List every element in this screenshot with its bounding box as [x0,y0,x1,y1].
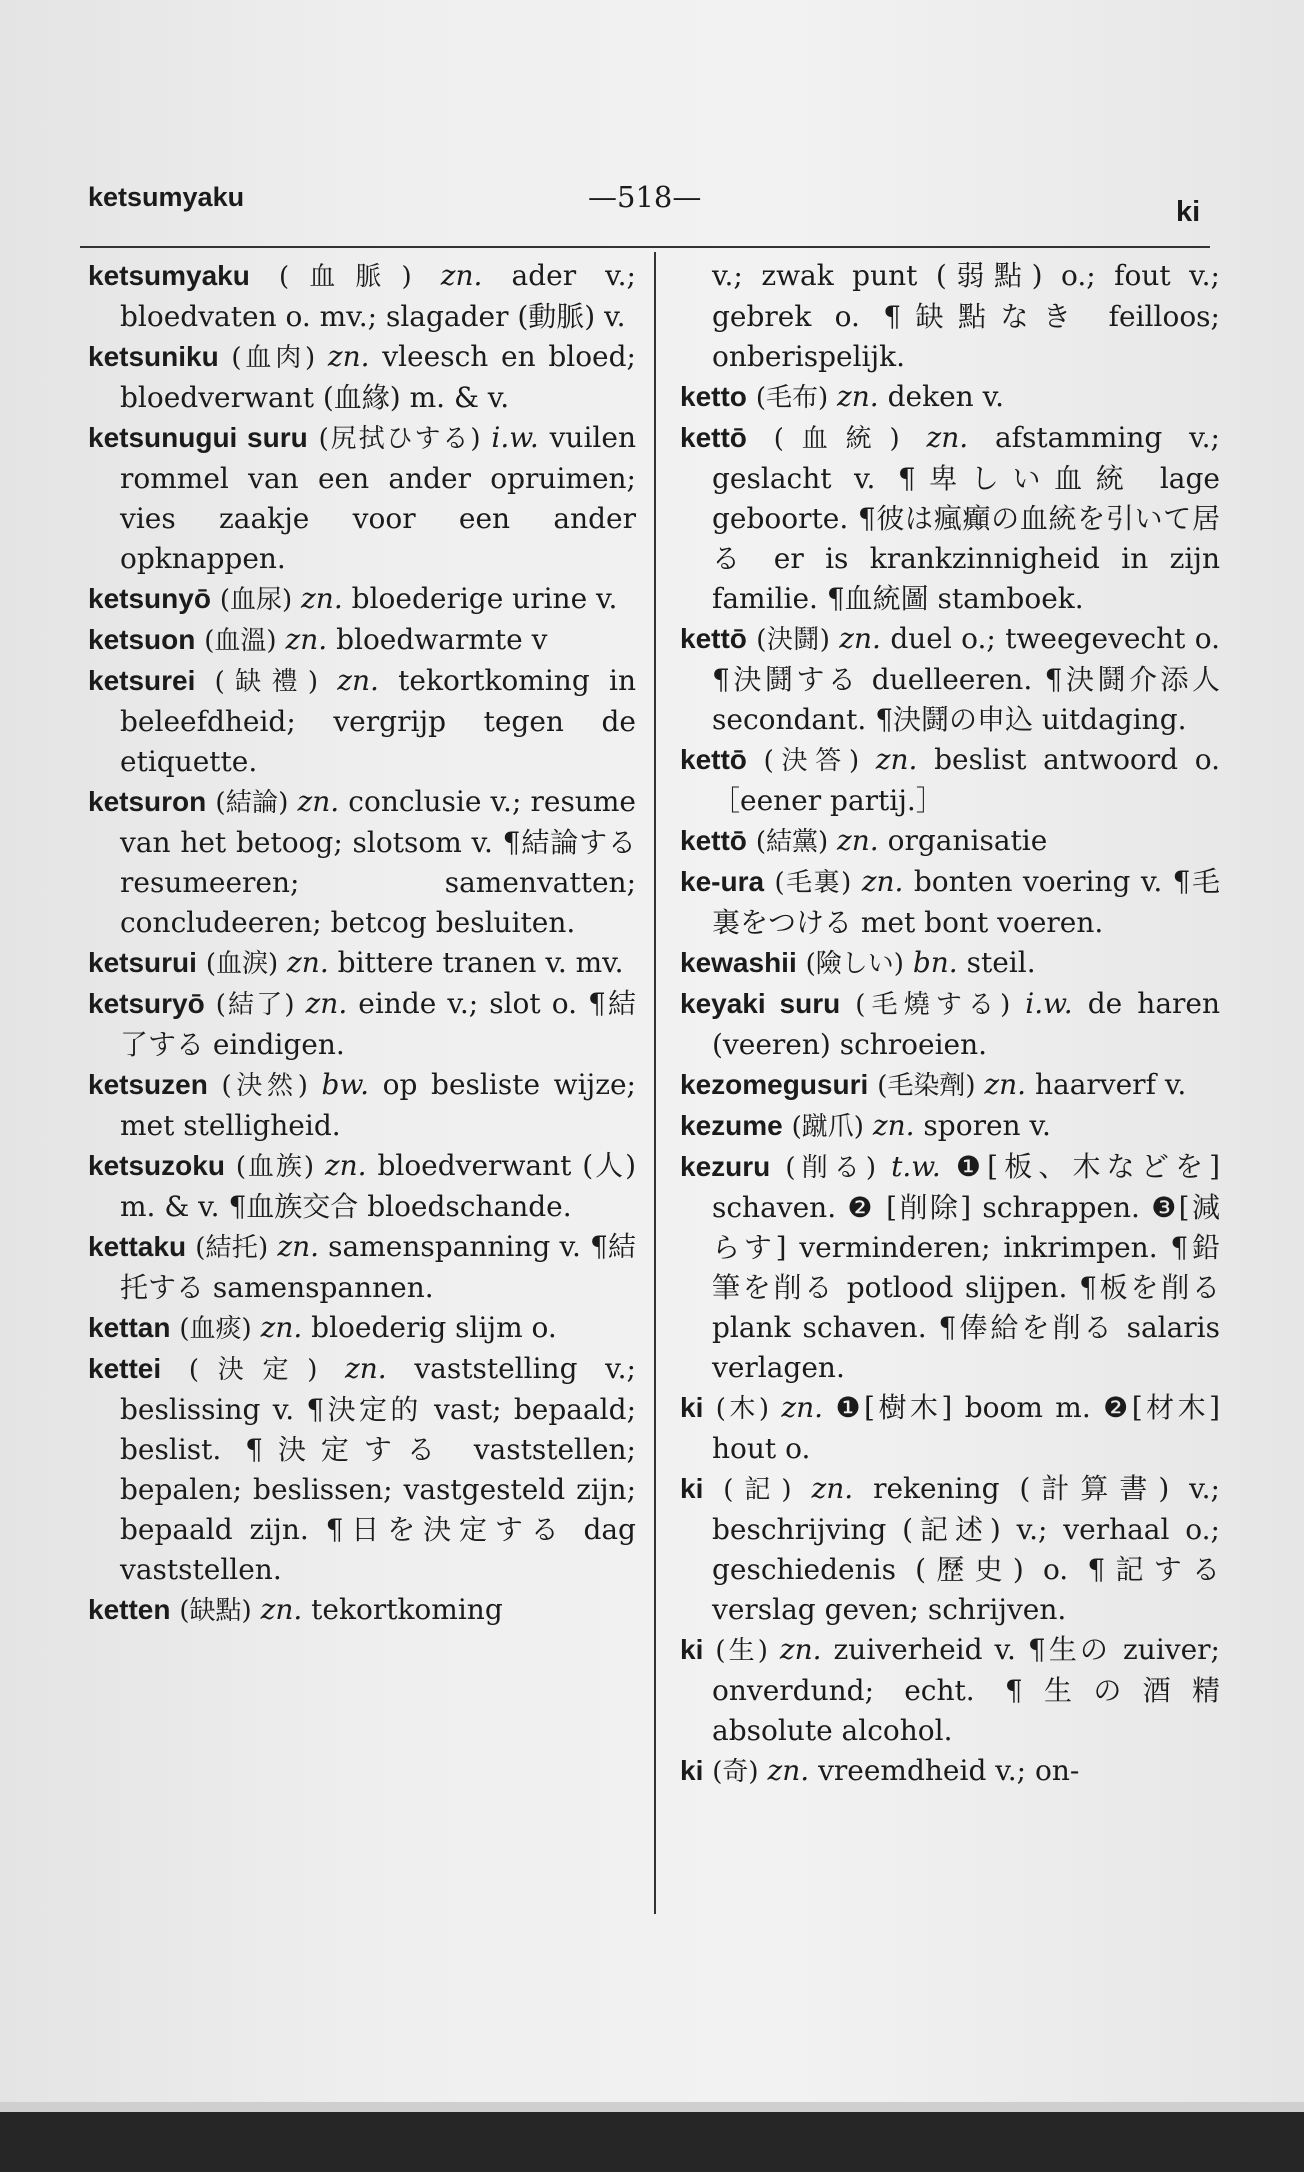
part-of-speech: zn. [277,1230,319,1263]
entry-kanji: (木) [715,1394,769,1424]
dictionary-entry [680,1147,1220,1388]
entry-kanji: (蹴爪) [791,1112,864,1142]
headword: kewashii [680,947,797,978]
part-of-speech: zn. [767,1754,810,1787]
part-of-speech: zn. [875,743,918,776]
entry-kanji: (奇) [712,1757,759,1787]
dictionary-entry [88,620,636,661]
dictionary-entry [680,418,1220,619]
headword: kettō [680,422,747,453]
entry-kanji: (尻拭ひする) [318,424,481,454]
dictionary-entry [88,1349,636,1590]
dictionary-entry [88,337,636,418]
part-of-speech: zn. [839,622,881,655]
part-of-speech: zn. [872,1109,915,1142]
definition: afstamming v.; geslacht v. ¶卑しい血統 lage geboorte. ¶彼は瘋癲の血統を引いて居る er is krankzinnigheid in zijn familie. ¶血統圖 stamboek. [712,421,1220,615]
dictionary-entry [680,740,1249,821]
headword: ketsuryō [88,988,205,1019]
part-of-speech: i.w. [491,421,539,454]
headword: kettei [88,1353,162,1384]
dictionary-entry [680,1065,1220,1106]
headword: ketsuon [88,624,196,655]
column-divider [654,252,656,1914]
part-of-speech: i.w. [1025,987,1073,1020]
entry-kanji: (決鬪) [756,625,830,655]
dictionary-entry [88,943,636,984]
headword: kettan [88,1312,171,1343]
part-of-speech: zn. [811,1472,854,1505]
definition: zuiverheid v. ¶生の zuiver; onverdund; echt. ¶生の酒精 absolute alcohol. [712,1633,1220,1747]
definition: de haren (veeren) schroeien. [712,987,1220,1061]
right-column [680,256,1249,1916]
entry-kanji: (血溫) [204,626,277,656]
entry-kanji: (血痰) [179,1314,252,1344]
headword: kezuru [680,1151,771,1182]
headword: ki [680,1755,704,1786]
headword: kezomegusuri [680,1069,869,1100]
definition: steil. [966,946,1036,979]
headword: kettō [680,744,747,775]
part-of-speech: zn. [301,582,343,615]
part-of-speech: zn. [926,421,969,454]
dictionary-entry [88,984,636,1065]
dictionary-entry [680,256,1220,377]
dictionary-entry [88,661,636,782]
dictionary-entry [88,1590,636,1631]
part-of-speech: bn. [912,946,958,979]
entry-kanji: (毛裏) [774,868,852,898]
definition: vleesch en bloed; bloedverwant (血緣) m. & v. [120,340,636,414]
definition: tekortkoming [311,1593,503,1626]
entry-kanji: (險しい) [805,949,904,979]
headword: ketsuron [88,786,207,817]
dictionary-entry [88,579,636,620]
entry-kanji: (缺點) [179,1596,252,1626]
definition: sporen v. [923,1109,1051,1142]
definition: bloederig slijm o. [311,1311,557,1344]
part-of-speech: zn. [324,1149,367,1182]
part-of-speech: bw. [321,1068,370,1101]
headword: ke-ura [680,866,765,897]
part-of-speech: zn. [260,1311,303,1344]
entry-kanji: (決答) [763,746,860,776]
entry-kanji: (血尿) [219,585,293,615]
left-column [88,256,636,1916]
headword: ketto [680,381,747,412]
definition: bloedwarmte v [336,623,548,656]
headword: kettō [680,623,747,654]
part-of-speech: zn. [287,946,329,979]
part-of-speech: zn. [337,664,379,697]
part-of-speech: zn. [305,987,348,1020]
part-of-speech: zn. [984,1068,1027,1101]
dictionary-entry [680,984,1220,1065]
definition: ader v.; bloedvaten o. mv.; slagader (動脈) v. [120,259,636,333]
dictionary-entry [680,619,1220,740]
dictionary-entry [680,821,1220,862]
definition: bittere tranen v. mv. [337,946,624,979]
headword: ketsumyaku [88,260,250,291]
dictionary-entry [680,377,1220,418]
part-of-speech: zn. [837,380,879,413]
part-of-speech: zn. [861,865,904,898]
headword: kettō [680,825,747,856]
definition: deken v. [887,380,1004,413]
headword: ketsurei [88,665,196,696]
dictionary-entry [680,1106,1220,1147]
headword: ketsunyō [88,583,211,614]
dictionary-entry [88,1146,636,1227]
definition: duel o.; tweegevecht o. ¶決鬪する duelleeren. ¶決鬪介添人 secondant. ¶決鬪の申込 uitdaging. [712,622,1221,736]
page-number: —518— [588,180,702,214]
definition: bloederige urine v. [351,582,618,615]
headword: ketsuzen [88,1069,208,1100]
entry-kanji: (削る) [785,1153,877,1183]
part-of-speech: zn. [260,1593,303,1626]
part-of-speech: zn. [440,259,483,292]
definition: ❶[板、木などを] schaven. ❷ [削除] schrappen. ❸[減らす] verminderen; inkrimpen. ¶鉛筆を削る potlood slijpen. ¶板を削る plank schaven. ¶俸給を削る salaris verlagen. [712,1150,1221,1384]
headword: kezume [680,1110,783,1141]
entry-kanji: (生) [715,1636,768,1666]
part-of-speech: zn. [327,340,370,373]
headword: ketsurui [88,947,197,978]
dictionary-entry [680,1469,1220,1630]
bottom-edge [0,2108,1304,2172]
definition: op besliste wijze; met stelligheid. [120,1068,636,1142]
entry-kanji: (血統) [773,424,900,454]
definition: conclusie v.; resume van het betoog; slotsom v. ¶結論する resumeeren; samenvatten; concludeeren; betcog besluiten. [120,785,636,939]
entry-kanji: (結黨) [755,827,829,857]
definition: bloedverwant (人) m. & v. ¶血族交合 bloedschande. [120,1149,637,1223]
part-of-speech: zn. [781,1391,824,1424]
definition: vuilen rommel van een ander opruimen; vies zaakje voor een ander opknappen. [120,421,636,575]
definition: tekortkoming in beleefdheid; vergrijp tegen de etiquette. [120,664,636,778]
headword: ketsunugui suru [88,422,308,453]
dictionary-entry [680,943,1220,984]
entry-kanji: (毛染劑) [877,1071,976,1101]
headword: ketsuzoku [88,1150,225,1181]
dictionary-entry [680,862,1220,943]
part-of-speech: t.w. [891,1150,941,1183]
header-rule [80,246,1210,248]
entry-kanji: (結托) [195,1233,269,1263]
dictionary-entry [88,1065,636,1146]
entry-kanji: (血淚) [205,949,279,979]
part-of-speech: zn. [345,1352,387,1385]
definition: organisatie [887,824,1048,857]
dictionary-entry [88,1308,636,1349]
entry-kanji: (毛布) [755,383,829,413]
entry-kanji: (結論) [215,788,289,818]
entry-kanji: (決然) [221,1071,308,1101]
part-of-speech: zn. [297,785,340,818]
entry-kanji: (結了) [215,990,295,1020]
headword: ki [680,1634,704,1665]
definition: samenspanning v. ¶結托する samenspannen. [120,1230,637,1304]
part-of-speech: zn. [285,623,328,656]
dictionary-entry [88,1227,636,1308]
entry-kanji: (血肉) [231,343,316,373]
dictionary-entry [88,418,636,579]
running-head-left: ketsumyaku [88,182,245,212]
entry-kanji: (缺禮) [214,667,318,697]
definition: beslist antwoord o. ［eener partij.］ [712,743,1249,817]
headword: kettaku [88,1231,187,1262]
entry-kanji: (血族) [235,1152,314,1182]
definition: ❶[樹木] boom m. ❷[材木] hout o. [712,1391,1220,1465]
headword: ki [680,1473,704,1504]
definition: vaststelling v.; beslissing v. ¶決定的 vast; bepaald; beslist. ¶決定する vaststellen; bepalen; beslissen; vastgesteld zijn; bepaald zijn. ¶日を決定する dag vaststellen. [120,1352,636,1586]
dictionary-entry [680,1388,1220,1469]
part-of-speech: zn. [837,824,879,857]
entry-kanji: (血脈) [278,262,412,292]
entry-kanji: (記) [723,1475,792,1505]
dictionary-entry [88,256,636,337]
entry-kanji: (決定) [188,1355,318,1385]
entry-kanji: (毛燒する) [855,990,1011,1020]
headword: keyaki suru [680,988,841,1019]
definition: rekening (計算書) v.; beschrijving (記述) v.; verhaal o.; geschiedenis (歷史) o. ¶記する verslag geven; schrijven. [712,1472,1220,1626]
definition: haarverf v. [1034,1068,1187,1101]
part-of-speech: zn. [779,1633,822,1666]
running-head-right: ki [1176,196,1201,228]
headword: ketsuniku [88,341,219,372]
definition: v.; zwak punt (弱點) o.; fout v.; gebrek o. ¶缺點なき feilloos; onberispelijk. [712,259,1220,373]
definition: bonten voering v. ¶毛裏をつける met bont voeren. [712,865,1220,939]
definition: einde v.; slot o. ¶結了する eindigen. [120,987,636,1061]
headword: ketten [88,1594,171,1625]
dictionary-entry [680,1751,1220,1792]
definition: vreemdheid v.; on- [818,1754,1080,1787]
dictionary-entry [88,782,636,943]
dictionary-entry [680,1630,1220,1751]
headword: ki [680,1392,704,1423]
